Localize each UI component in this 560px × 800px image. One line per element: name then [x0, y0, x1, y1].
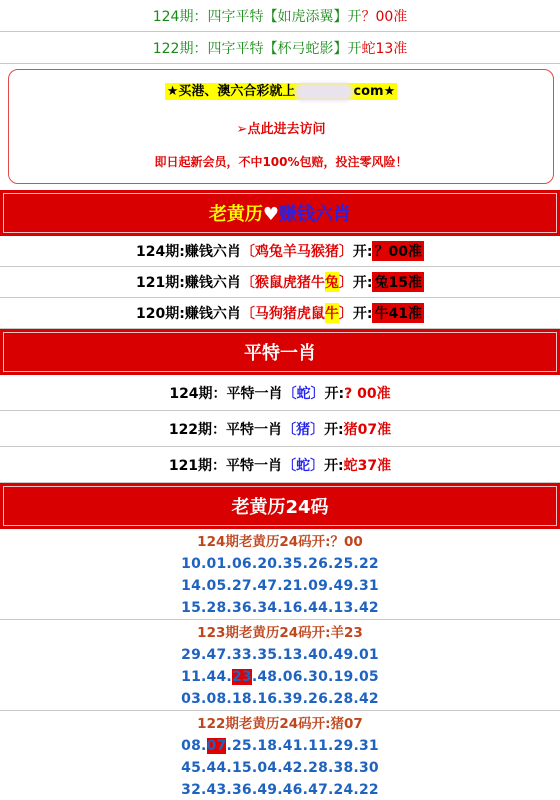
draw-text: 124期：四字平特【如虎添翼】开: [152, 8, 362, 25]
ad-headline-right: com★: [353, 84, 396, 99]
ad-headline-left: ★买港、澳六合彩就上: [166, 84, 296, 99]
draw-result: ？00准: [361, 8, 408, 25]
draw-row: [0, 32, 560, 64]
hit-number: 23: [231, 669, 252, 685]
open-label: 开:: [352, 244, 373, 260]
bracket-close: 〕: [338, 275, 353, 291]
open-label: 开:: [324, 385, 345, 402]
hit-animal: 牛: [325, 303, 339, 323]
block-title: 124期老黄历24码开:？00: [197, 534, 363, 550]
visit-link[interactable]: ➢点此进去访问: [236, 122, 326, 137]
hit-animal: 兔: [325, 272, 339, 292]
number-line: 10.01.06.20.35.26.25.22: [181, 556, 379, 572]
section-banner-pt: [0, 329, 560, 375]
number-line: 29.47.33.35.13.40.49.01: [181, 647, 379, 663]
period-label: 122期：平特一肖: [168, 421, 283, 438]
draw-row: [0, 0, 560, 32]
bracket-close: 〕: [338, 244, 353, 260]
blurred-domain: [295, 83, 353, 101]
bracket-open: 〔: [282, 457, 297, 474]
result: 猪07准: [343, 421, 392, 438]
period-label: 121期:赚钱六肖: [136, 275, 241, 291]
animal: 猪: [296, 421, 311, 438]
number-segment: 11.44.: [181, 669, 232, 685]
number-line: 32.43.36.49.46.47.24.22: [181, 782, 379, 798]
open-label: 开:: [352, 306, 373, 322]
number-block: [0, 529, 560, 620]
bracket-open: 〔: [240, 244, 255, 260]
bracket-close: 〕: [310, 385, 325, 402]
banner-title: 平特一肖: [244, 343, 316, 364]
number-line: 03.08.18.16.39.26.28.42: [181, 691, 379, 707]
period-label: 121期：平特一肖: [168, 457, 283, 474]
result: 蛇37准: [343, 457, 392, 474]
number-line: 45.44.15.04.42.28.38.30: [181, 760, 379, 776]
period-label: 124期:赚钱六肖: [136, 244, 241, 260]
open-label: 开:: [324, 457, 344, 474]
bracket-open: 〔: [282, 421, 297, 438]
bracket-open: 〔: [282, 385, 297, 402]
result-badge: 牛41准: [372, 303, 423, 323]
banner-title-a: 老黄历: [208, 204, 263, 225]
period-label: 124期：平特一肖: [169, 385, 283, 402]
number-block: [0, 620, 560, 711]
number-segment: .25.18.41.11.29.31: [226, 738, 379, 754]
six-row: [0, 267, 560, 298]
animal-list: 鸡兔羊马猴猪: [254, 244, 339, 260]
block-title: 123期老黄历24码开:羊23: [197, 625, 363, 641]
block-title: 122期老黄历24码开:猪07: [197, 716, 363, 732]
open-label: 开:: [324, 421, 344, 438]
bracket-open: 〔: [240, 275, 255, 291]
hit-number: 07: [206, 738, 227, 754]
banner-title-b: 赚钱六肖: [279, 204, 352, 225]
pt-row: [0, 447, 560, 483]
period-label: 120期:赚钱六肖: [136, 306, 241, 322]
number-line: 14.05.27.47.21.09.49.31: [181, 578, 379, 594]
heart-icon: ♥: [262, 204, 280, 225]
result: ? 00准: [344, 385, 391, 402]
pt-row: [0, 375, 560, 411]
bracket-open: 〔: [240, 306, 255, 322]
banner-title: [209, 200, 351, 226]
ad-promo-text: 即日起新会员，不中100%包赔，投注零风险！: [154, 155, 408, 169]
pt-row: [0, 411, 560, 447]
animal: 蛇: [296, 457, 311, 474]
draw-result: 蛇13准: [361, 40, 408, 57]
six-row: [0, 236, 560, 267]
ad-box[interactable]: [8, 69, 554, 184]
banner-title: 老黄历24码: [231, 497, 329, 518]
result-badge: ？00准: [372, 241, 423, 261]
animal: 蛇: [296, 385, 311, 402]
draw-text: 122期：四字平特【杯弓蛇影】开: [152, 40, 362, 57]
number-line: [0, 735, 560, 757]
number-segment: 08.: [181, 738, 207, 754]
number-line: 15.28.36.34.16.44.13.42: [181, 600, 379, 616]
number-segment: .48.06.30.19.05: [251, 669, 379, 685]
number-line: [0, 666, 560, 688]
number-block: [0, 711, 560, 800]
bracket-close: 〕: [338, 306, 353, 322]
section-banner-24: [0, 483, 560, 529]
bracket-close: 〕: [310, 457, 325, 474]
animal-list: 马狗猪虎鼠: [254, 306, 325, 322]
bracket-close: 〕: [310, 421, 325, 438]
animal-list: 猴鼠虎猪牛: [254, 275, 325, 291]
ad-headline: [9, 80, 553, 101]
six-row: [0, 298, 560, 329]
result-badge: 兔15准: [372, 272, 423, 292]
open-label: 开:: [352, 275, 373, 291]
section-banner-six: [0, 190, 560, 236]
